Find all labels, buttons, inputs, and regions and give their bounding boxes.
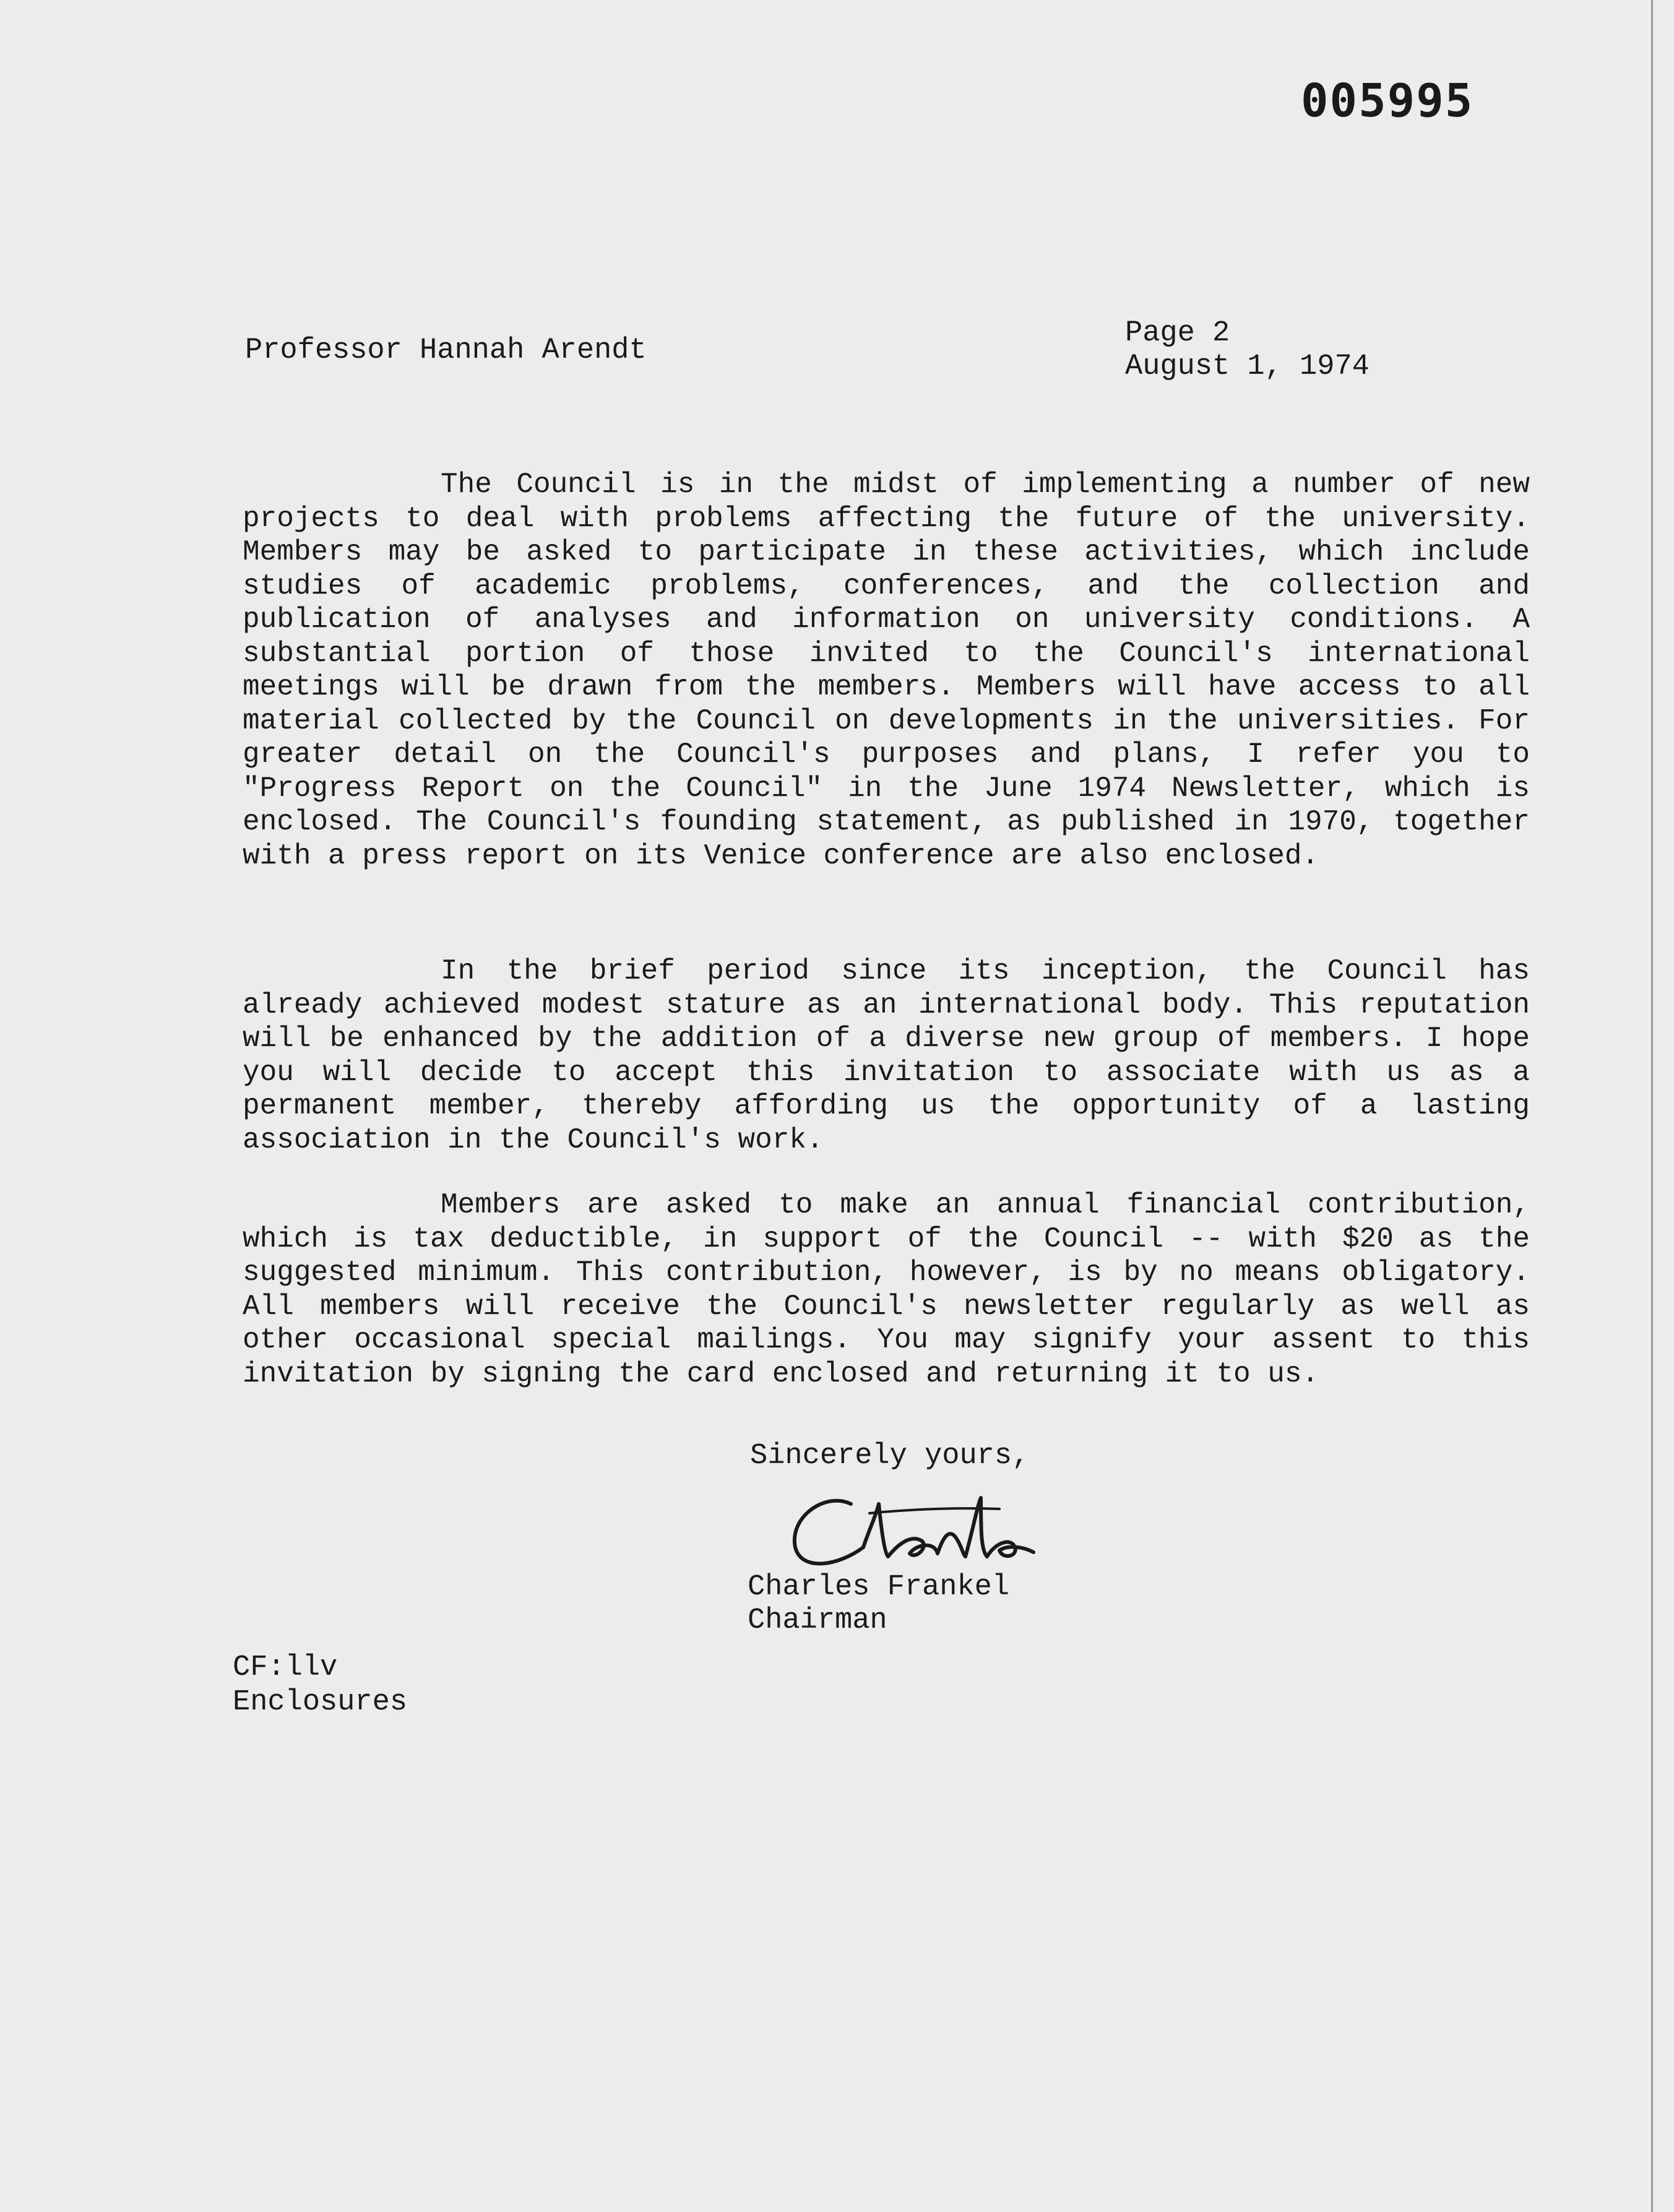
handwritten-signature (777, 1479, 1037, 1584)
body-paragraph-3: Members are asked to make an annual financial contribution, which is tax deductible, in support of the Council -- with $20 as the suggested minimum. This contribution, however, is by no means obligatory. All members will receive the Council's newsletter regularly as well as other occasional special mailings. You may signify your assent to this invitation by signing the card enclosed and returning it to us. (243, 1189, 1530, 1390)
page-number: Page 2 (1125, 317, 1230, 350)
closing-line: Sincerely yours, (750, 1440, 1030, 1472)
signer-name: Charles Frankel (748, 1571, 1010, 1604)
body-paragraph-2: In the brief period since its inception, the Council has already achieved modest stature as an international body. This reputation will be enhanced by the addition of a diverse new group of members. I hope you will decide to accept this invitation to associate with us as a permanent member, thereby affording us the opportunity of a lasting association in the Council's work. (243, 955, 1530, 1156)
signer-title: Chairman (748, 1604, 887, 1637)
reference-initials: CF:llv (233, 1651, 338, 1684)
recipient-line: Professor Hannah Arendt (245, 334, 647, 367)
letter-date: August 1, 1974 (1125, 350, 1370, 383)
document-number-stamp: 005995 (1301, 74, 1474, 127)
page-edge (1651, 0, 1653, 2212)
enclosures-note: Enclosures (233, 1686, 408, 1719)
body-paragraph-1: The Council is in the midst of implementing a number of new projects to deal with problems affecting the future of the university. Members may be asked to participate in these activities, which include studies of academic problems, conferences, and the collection and publication of analyses and information on university conditions. A substantial portion of those invited to the Council's international meetings will be drawn from the members. Members will have access to all material collected by the Council on developments in the universities. For greater detail on the Council's purposes and plans, I refer you to "Progress Report on the Council" in the June 1974 Newsletter, which is enclosed. The Council's founding statement, as published in 1970, together with a press report on its Venice conference are also enclosed. (243, 469, 1530, 872)
